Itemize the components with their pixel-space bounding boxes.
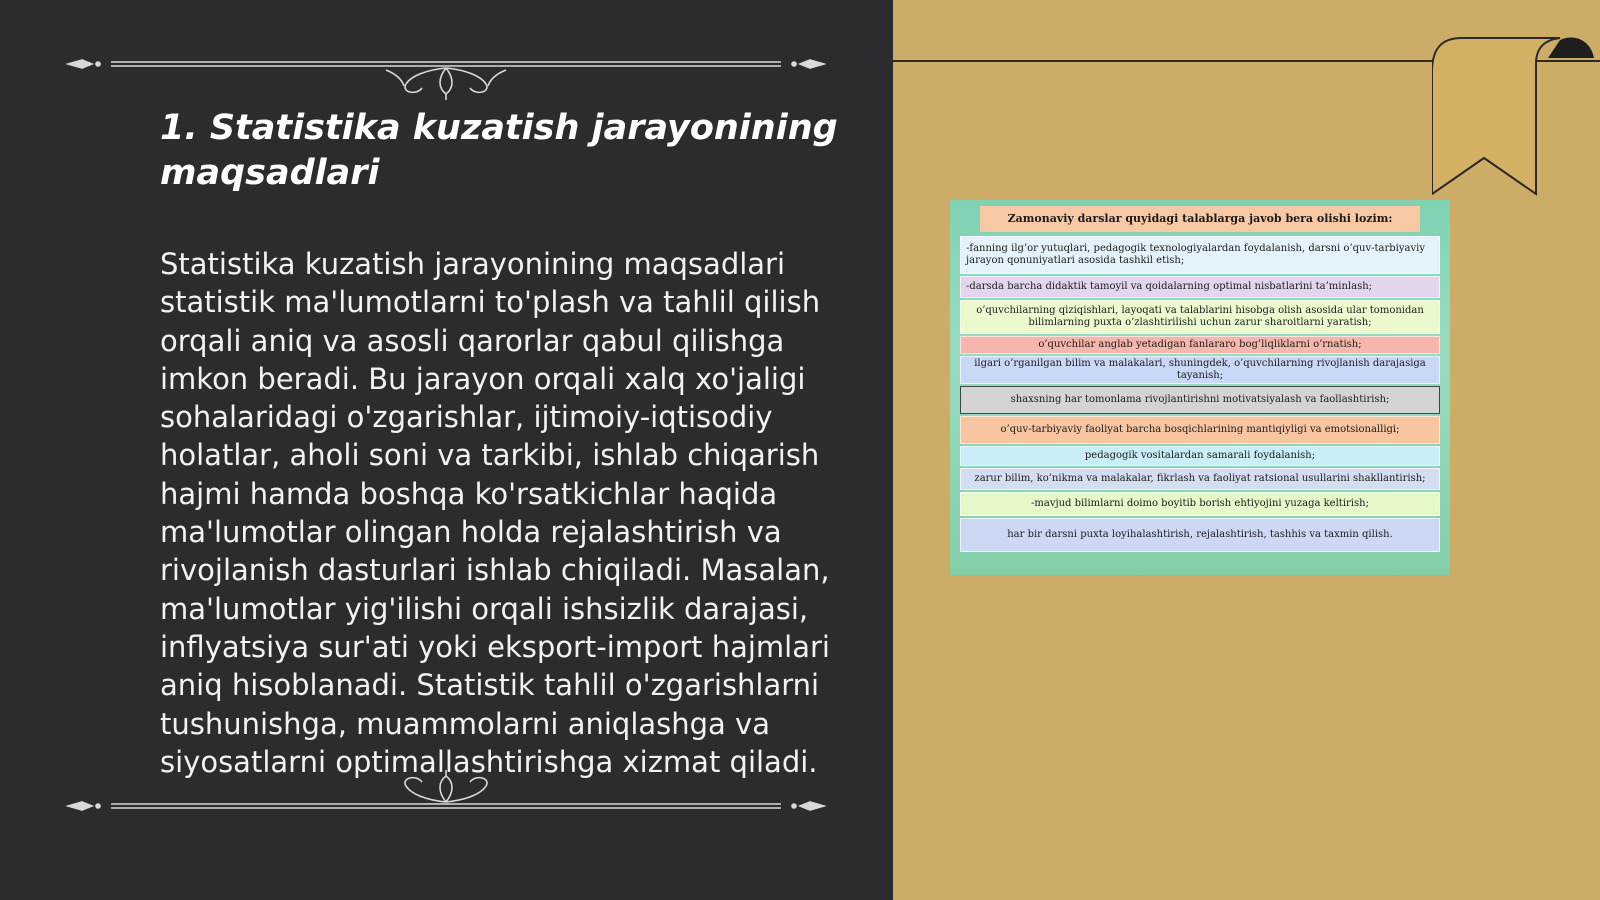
requirement-row: shaxsning har tomonlama rivojlantirishni motivatsiyalash va faollashtirish; [960,386,1440,414]
requirement-row: -darsda barcha didaktik tamoyil va qoidalarning optimal nisbatlarini ta’minlash; [960,276,1440,298]
requirement-row: -fanning ilg’or yutuqlari, pedagogik texnologiyalardan foydalanish, darsni o’quv-tarbiyaviy jarayon qonuniyatlari asosida tashkil etish; [960,236,1440,274]
requirement-row: zarur bilim, ko’nikma va malakalar, fikrlash va faoliyat ratsional usullarini shakllantirish; [960,468,1440,490]
slide-body-text: Statistika kuzatish jarayonining maqsadlari statistik ma'lumotlarni to'plash va tahlil qilish orqali aniq va asosli qarorlar qabul qilishga imkon beradi. Bu jarayon orqali xalq xo'jaligi sohalaridagi o'zgarishlar, ijtimoiy-iqtisodiy holatlar, aholi soni va tarkibi, ishlab chiqarish hajmi hamda boshqa ko'rsatkichlar haqida ma'lumotlar olingan holda rejalashtirish va rivojlanish dasturlari ishlab chiqiladi. Masalan, ma'lumotlar yig'ilishi orqali ishsizlik darajasi, inflyatsiya sur'ati yoki eksport-import hajmlari aniq hisoblanadi. Statistik tahlil o'zgarishlarni tushunishga, muammolarni aniqlashga va siyosatlarni optimallashtirishga xizmat qiladi. [160,247,830,779]
bookmark-ribbon-icon [1432,34,1600,204]
requirement-row: pedagogik vositalardan samarali foydalanish; [960,446,1440,466]
requirement-row: o’quvchilar anglab yetadigan fanlararo bog’liqliklarni o’rnatish; [960,336,1440,354]
slide-title: 1. Statistika kuzatish jarayonining maqsadlari [160,108,838,193]
top-ornament-divider [66,40,826,100]
requirements-infographic [950,200,1450,575]
requirement-row: o’quvchilarning qiziqishlari, layoqati va talablarini hisobga olish asosida ular tomonidan bilimlarning puxta o’zlashtirilishi uchun zarur sharoitlarni yaratish; [960,300,1440,334]
requirement-row: -mavjud bilimlarni doimo boyitib borish ehtiyojini yuzaga keltirish; [960,492,1440,516]
requirement-row: ilgari o’rganilgan bilim va malakalari, shuningdek, o’quvchilarning rivojlanish darajasiga tayanish; [960,356,1440,384]
requirement-row: har bir darsni puxta loyihalashtirish, rejalashtirish, tashhis va taxmin qilish. [960,518,1440,552]
infographic-header: Zamonaviy darslar quyidagi talablarga javob bera olishi lozim: [980,206,1420,232]
requirement-row: o’quv-tarbiyaviy faoliyat barcha bosqichlarining mantiqiyligi va emotsionalligi; [960,416,1440,444]
